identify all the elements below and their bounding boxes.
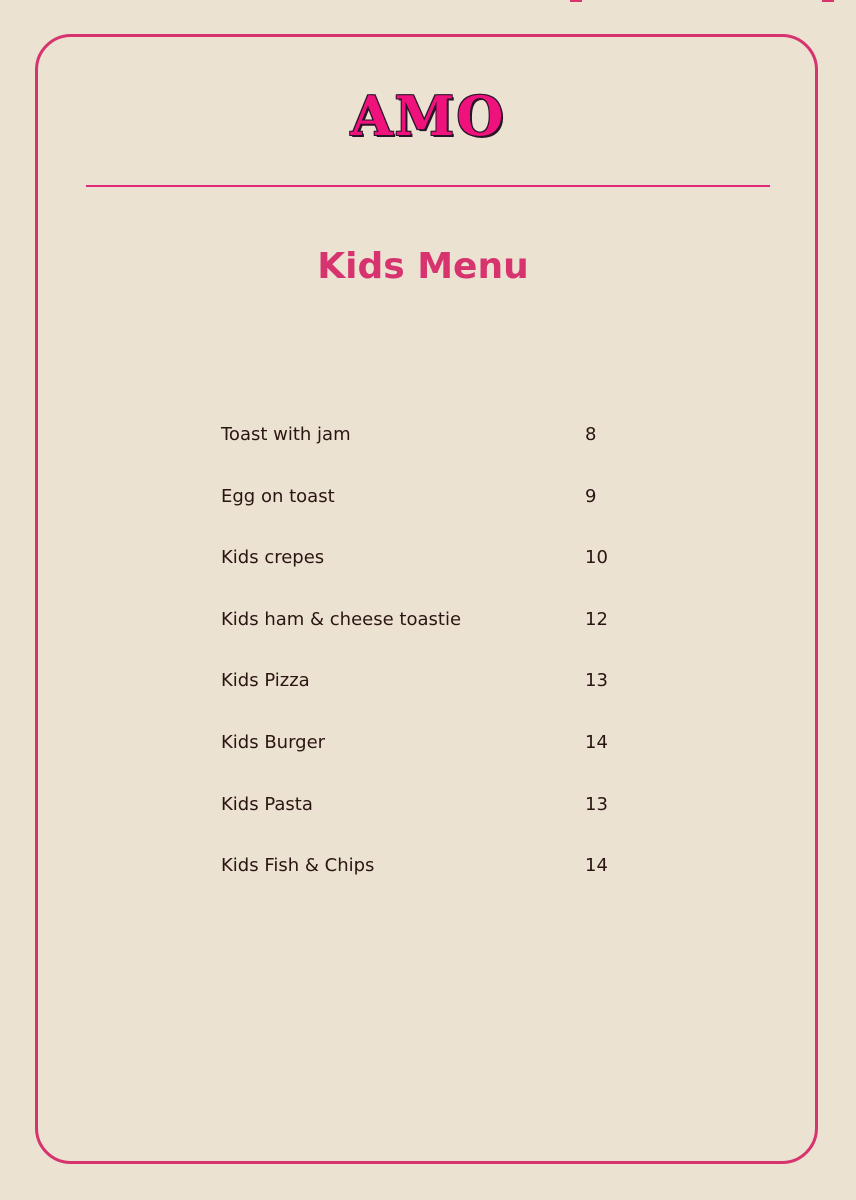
- menu-item: [221, 792, 641, 854]
- logo: AMO: [350, 84, 506, 148]
- item-name: Kids Pizza: [221, 670, 310, 692]
- item-price: 12: [585, 608, 608, 630]
- menu-item: [221, 607, 641, 669]
- menu-list: [221, 422, 641, 915]
- item-name: Toast with jam: [221, 424, 351, 445]
- page-edge-mark: [822, 0, 834, 2]
- item-name: Kids Pasta: [221, 793, 313, 815]
- item-price: 8: [585, 424, 597, 445]
- item-price: 10: [585, 547, 608, 569]
- item-name: Kids Fish & Chips: [221, 855, 375, 877]
- item-name: Kids ham & cheese toastie: [221, 608, 462, 630]
- menu-item: [221, 545, 641, 607]
- item-name: Egg on toast: [221, 485, 335, 507]
- item-price: 14: [585, 731, 608, 753]
- divider-line: [86, 185, 770, 187]
- item-price: 9: [585, 485, 597, 507]
- menu-item: [221, 422, 641, 484]
- item-price: 13: [585, 793, 608, 815]
- menu-item: [221, 853, 641, 915]
- page-edge-mark: [570, 0, 582, 2]
- menu-item: [221, 668, 641, 730]
- page-title: Kids Menu: [317, 246, 529, 287]
- menu-item: [221, 730, 641, 792]
- item-name: Kids Burger: [221, 731, 326, 753]
- item-price: 13: [585, 670, 608, 692]
- item-name: Kids crepes: [221, 547, 325, 569]
- item-price: 14: [585, 855, 608, 877]
- menu-item: [221, 484, 641, 546]
